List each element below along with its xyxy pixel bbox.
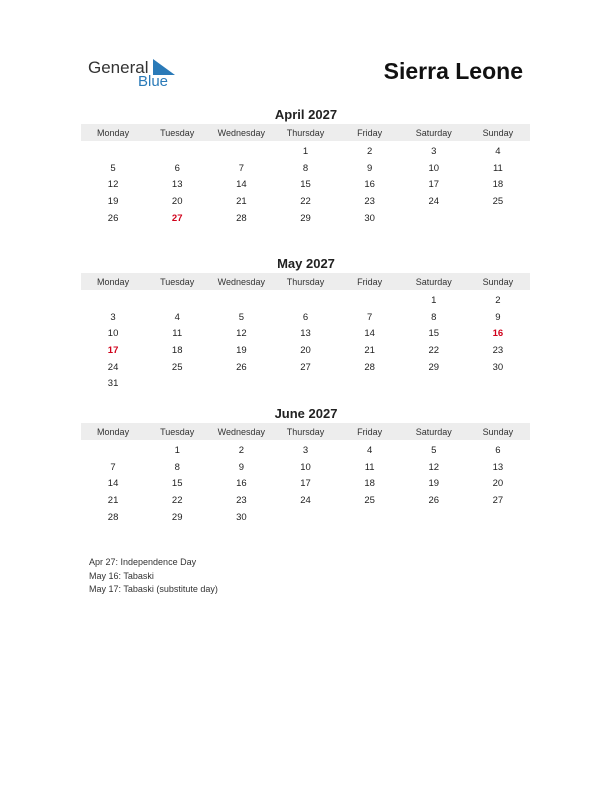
day-cell: 24	[107, 361, 119, 373]
day-cell: 29	[171, 511, 183, 523]
day-cell: 6	[174, 162, 180, 174]
month-june	[81, 405, 530, 525]
day-cell: 2	[495, 294, 501, 306]
day-cell: 27	[492, 494, 504, 506]
day-cell: 3	[110, 311, 116, 323]
day-cell: 7	[366, 311, 373, 323]
holiday-note: Apr 27: Independence Day	[89, 557, 197, 567]
country-title: Sierra Leone	[383, 58, 523, 84]
day-cell: 23	[236, 494, 247, 506]
day-cell: 13	[300, 328, 311, 340]
day-cell: 13	[492, 461, 504, 473]
day-cell: 27	[300, 361, 311, 373]
weekday-header: Wednesday	[217, 127, 266, 138]
week-row	[81, 375, 530, 392]
day-cell: 21	[107, 494, 119, 506]
day-cell: 25	[171, 361, 183, 373]
week-row	[81, 309, 530, 326]
weeks-grid	[81, 292, 530, 392]
week-row	[81, 459, 530, 476]
day-cell: 23	[364, 195, 375, 207]
day-cell: 1	[302, 145, 309, 157]
day-cell: 11	[172, 328, 183, 340]
day-cell: 21	[364, 344, 375, 356]
day-cell: 3	[431, 145, 437, 157]
day-cell: 15	[428, 328, 440, 340]
day-cell: 29	[428, 361, 440, 373]
weekday-header: Friday	[357, 276, 383, 287]
weekday-header: Thursday	[286, 426, 325, 437]
weekday-header: Friday	[357, 127, 383, 138]
week-row	[81, 176, 530, 193]
day-cell: 6	[302, 311, 309, 323]
day-cell: 11	[492, 162, 503, 174]
day-cell: 4	[495, 145, 501, 157]
day-cell: 28	[364, 361, 375, 373]
day-cell: 30	[364, 212, 375, 224]
day-cell: 18	[492, 179, 504, 191]
week-row	[81, 193, 530, 210]
day-cell: 6	[495, 444, 501, 456]
week-row	[81, 359, 530, 376]
weekday-header: Friday	[357, 426, 383, 437]
day-cell: 9	[366, 162, 373, 174]
day-cell: 17	[428, 179, 440, 191]
day-cell: 8	[174, 461, 180, 473]
day-cell: 23	[492, 344, 504, 356]
week-row	[81, 325, 530, 342]
weekday-header: Monday	[97, 426, 130, 437]
day-cell: 28	[107, 511, 119, 523]
day-cell: 31	[107, 378, 119, 390]
weekday-header: Thursday	[286, 127, 325, 138]
weeks-grid	[81, 442, 530, 525]
day-cell: 8	[302, 162, 309, 174]
day-cell: 13	[171, 179, 183, 191]
day-cell: 30	[492, 361, 504, 373]
day-cell: 4	[174, 311, 180, 323]
weekday-header: Wednesday	[217, 276, 266, 287]
month-title: April 2027	[274, 107, 338, 122]
day-cell: 12	[428, 461, 440, 473]
day-cell: 2	[366, 145, 373, 157]
holiday-note: May 17: Tabaski (substitute day)	[89, 584, 218, 594]
weekday-header: Monday	[97, 127, 130, 138]
day-cell: 16	[236, 478, 247, 490]
day-cell: 12	[107, 179, 119, 191]
day-cell: 15	[171, 478, 183, 490]
weekday-header: Sunday	[482, 276, 514, 287]
weekday-header: Sunday	[482, 426, 514, 437]
holiday-day-cell: 16	[492, 328, 504, 340]
weekday-header: Saturday	[415, 127, 452, 138]
day-cell: 19	[236, 344, 247, 356]
day-cell: 10	[428, 162, 440, 174]
week-row	[81, 210, 530, 227]
day-cell: 29	[300, 212, 311, 224]
day-cell: 14	[364, 328, 375, 340]
day-cell: 16	[364, 179, 375, 191]
day-cell: 21	[236, 195, 247, 207]
day-cell: 3	[302, 444, 309, 456]
day-cell: 12	[236, 328, 247, 340]
day-cell: 9	[495, 311, 501, 323]
weekday-header-row	[81, 423, 530, 440]
month-title: May 2027	[277, 256, 335, 271]
week-row	[81, 509, 530, 526]
day-cell: 22	[171, 494, 183, 506]
brand-logo	[88, 56, 188, 92]
week-row	[81, 475, 530, 492]
day-cell: 18	[364, 478, 375, 490]
week-row	[81, 442, 530, 459]
weeks-grid	[81, 143, 530, 226]
holiday-notes	[89, 556, 218, 597]
day-cell: 1	[174, 444, 180, 456]
week-row	[81, 492, 530, 509]
holiday-day-cell: 17	[107, 344, 119, 356]
day-cell: 5	[110, 162, 116, 174]
weekday-header-row	[81, 124, 530, 141]
weekday-header: Tuesday	[160, 276, 195, 287]
month-april	[81, 106, 530, 226]
day-cell: 25	[492, 195, 504, 207]
day-cell: 26	[236, 361, 247, 373]
weekday-header: Saturday	[415, 426, 452, 437]
week-row	[81, 292, 530, 309]
weekday-header: Saturday	[415, 276, 452, 287]
day-cell: 26	[107, 212, 119, 224]
day-cell: 10	[107, 328, 119, 340]
weekday-header: Sunday	[482, 127, 514, 138]
weekday-header: Tuesday	[160, 127, 195, 138]
day-cell: 20	[492, 478, 504, 490]
logo-general-text: General	[88, 58, 149, 77]
day-cell: 7	[110, 461, 116, 473]
day-cell: 1	[431, 294, 437, 306]
day-cell: 28	[236, 212, 247, 224]
day-cell: 14	[107, 478, 119, 490]
weekday-header: Tuesday	[160, 426, 195, 437]
day-cell: 5	[431, 444, 437, 456]
month-may	[81, 255, 530, 392]
week-row	[81, 342, 530, 359]
day-cell: 24	[300, 494, 311, 506]
holiday-day-cell: 27	[171, 212, 183, 224]
day-cell: 4	[366, 444, 373, 456]
day-cell: 30	[236, 511, 247, 523]
day-cell: 18	[171, 344, 183, 356]
day-cell: 2	[238, 444, 244, 456]
day-cell: 19	[428, 478, 440, 490]
day-cell: 11	[364, 461, 375, 473]
day-cell: 20	[300, 344, 311, 356]
day-cell: 22	[428, 344, 440, 356]
day-cell: 10	[300, 461, 311, 473]
weekday-header: Monday	[97, 276, 130, 287]
day-cell: 22	[300, 195, 311, 207]
week-row	[81, 143, 530, 160]
weekday-header-row	[81, 273, 530, 290]
holiday-note: May 16: Tabaski	[89, 570, 154, 581]
week-row	[81, 160, 530, 177]
day-cell: 8	[431, 311, 437, 323]
day-cell: 14	[236, 179, 247, 191]
month-title: June 2027	[274, 406, 338, 421]
day-cell: 25	[364, 494, 375, 506]
logo-blue-text: Blue	[138, 73, 169, 90]
day-cell: 26	[428, 494, 440, 506]
day-cell: 7	[238, 162, 244, 174]
day-cell: 19	[107, 195, 119, 207]
day-cell: 17	[300, 478, 311, 490]
day-cell: 15	[300, 179, 311, 191]
day-cell: 9	[238, 461, 244, 473]
day-cell: 5	[238, 311, 244, 323]
weekday-header: Wednesday	[217, 426, 266, 437]
day-cell: 24	[428, 195, 440, 207]
day-cell: 20	[171, 195, 183, 207]
weekday-header: Thursday	[286, 276, 325, 287]
